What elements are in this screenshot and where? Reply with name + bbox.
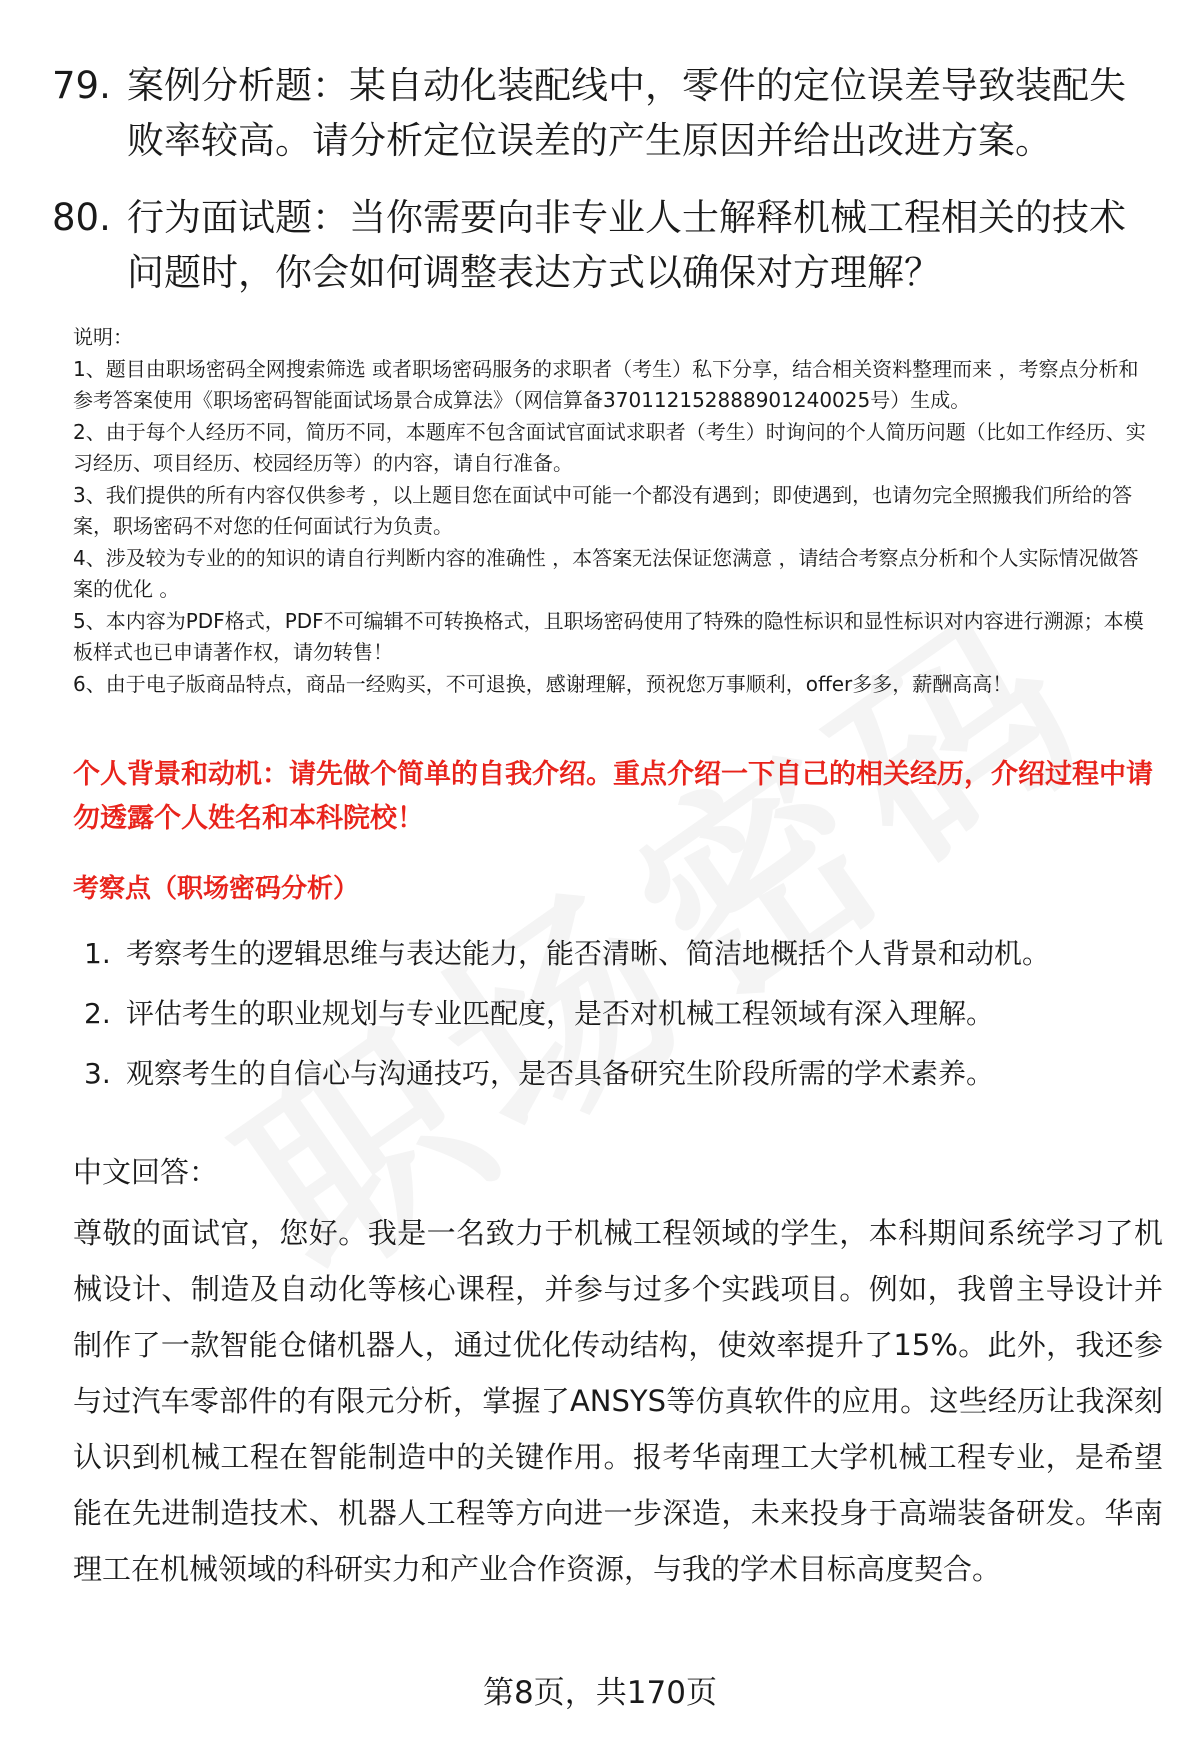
note-item: 4、涉及较为专业的的知识的请自行判断内容的准确性 ，本答案无法保证您满意 ，请结合考察点分析和个人实际情况做答案的优化 。 xyxy=(73,545,1139,601)
question-number: 80. xyxy=(52,196,111,239)
question-text: 案例分析题：某自动化装配线中，零件的定位误差导致装配失败率较高。请分析定位误差的产生原因并给出改进方案。 xyxy=(127,64,1126,162)
point-number: 3. xyxy=(84,1057,111,1090)
notes-block xyxy=(73,322,1158,700)
note-item: 6、由于电子版商品特点，商品一经购买，不可退换，感谢理解，预祝您万事顺利，offer多多，薪酬高高！ xyxy=(73,671,1013,696)
note-item: 2、由于每个人经历不同，简历不同，本题库不包含面试官面试求职者（考生）时询问的个人简历问题（比如工作经历、实习经历、项目经历、校园经历等）的内容，请自行准备。 xyxy=(73,419,1146,475)
list-item xyxy=(84,988,1164,1048)
notes-title: 说明： xyxy=(73,325,133,349)
question-79 xyxy=(52,58,1152,168)
answer-text: 尊敬的面试官，您好。我是一名致力于机械工程领域的学生，本科期间系统学习了机械设计、制造及自动化等核心课程，并参与过多个实践项目。例如，我曾主导设计并制作了一款智能仓储机器人，通过优化传动结构，使效率提升了15%。此外，我还参与过汽车零部件的有限元分析，掌握了ANSYS等仿真软件的应用。这些经历让我深刻认识到机械工程在智能制造中的关键作用。报考华南理工大学机械工程专业，是希望能在先进制造技术、机器人工程等方向进一步深造，未来投身于高端装备研发。华南理工在机械领域的科研实力和产业合作资源，与我的学术目标高度契合。 xyxy=(73,1216,1163,1586)
point-number: 1. xyxy=(84,937,111,970)
list-item xyxy=(84,1048,1164,1108)
point-text: 评估考生的职业规划与专业匹配度，是否对机械工程领域有深入理解。 xyxy=(126,997,995,1030)
list-item xyxy=(84,928,1164,988)
answer-label: 中文回答： xyxy=(73,1155,219,1189)
analysis-points xyxy=(84,928,1164,1108)
point-number: 2. xyxy=(84,997,111,1030)
point-text: 观察考生的自信心与沟通技巧，是否具备研究生阶段所需的学术素养。 xyxy=(126,1057,995,1090)
question-number: 79. xyxy=(52,64,111,107)
note-item: 5、本内容为PDF格式，PDF不可编辑不可转换格式，且职场密码使用了特殊的隐性标识和显性标识对内容进行溯源；本模板样式也已申请著作权，请勿转售！ xyxy=(73,608,1144,664)
question-80 xyxy=(52,190,1152,300)
section-heading: 个人背景和动机：请先做个简单的自我介绍。重点介绍一下自己的相关经历，介绍过程中请勿透露个人姓名和本科院校！ xyxy=(73,759,1153,834)
question-text: 行为面试题：当你需要向非专业人士解释机械工程相关的技术问题时，你会如何调整表达方式以确保对方理解？ xyxy=(127,196,1126,294)
point-text: 考察考生的逻辑思维与表达能力，能否清晰、简洁地概括个人背景和动机。 xyxy=(126,937,1051,970)
note-item: 1、题目由职场密码全网搜索筛选 或者职场密码服务的求职者（考生）私下分享，结合相关资料整理而来 ，考察点分析和参考答案使用《职场密码智能面试场景合成算法》（网信算备370112152888901240025号）生成。 xyxy=(73,356,1139,412)
note-item: 3、我们提供的所有内容仅供参考 ，以上题目您在面试中可能一个都没有遇到；即使遇到，也请勿完全照搬我们所给的答案，职场密码不对您的任何面试行为负责。 xyxy=(73,482,1133,538)
page-number: 第8页，共170页 xyxy=(483,1675,717,1711)
analysis-title: 考察点（职场密码分析） xyxy=(73,874,360,904)
